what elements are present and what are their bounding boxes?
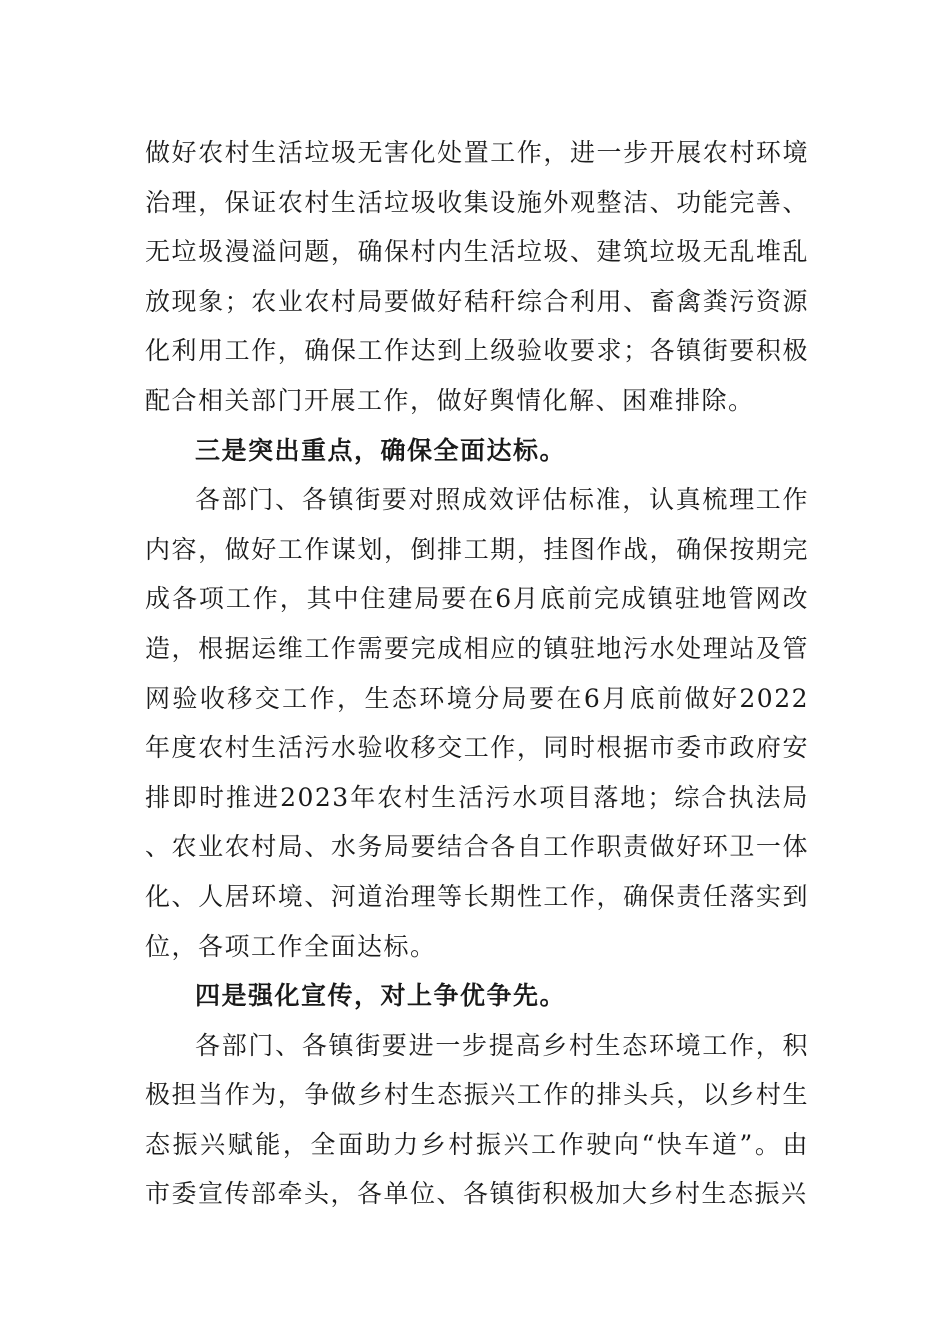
section-heading-four: 四是强化宣传，对上争优争先。 — [195, 981, 567, 1011]
paragraph-section-four: 各部门、各镇街要进一步提高乡村生态环境工作，积极担当作为，争做乡村生态振兴工作的排头兵，以乡村生态振兴赋能，全面助力乡村振兴工作驶向“快车道”。由市委宣传部牵头，各单位、各镇街积极加大乡村生态振兴 — [145, 1030, 809, 1209]
section-heading-three: 三是突出重点，确保全面达标。 — [195, 435, 567, 465]
paragraph-section-three: 各部门、各镇街要对照成效评估标准，认真梳理工作内容，做好工作谋划，倒排工期，挂图作战，确保按期完成各项工作，其中住建局要在6月底前完成镇驻地管网改造，根据运维工作需要完成相应的镇驻地污水处理站及管网验收移交工作，生态环境分局要在6月底前做好2022年度农村生活污水验收移交工作，同时根据市委市政府安排即时推进2023年农村生活污水项目落地；综合执法局、农业农村局、水务局要结合各自工作职责做好环卫一体化、人居环境、河道治理等长期性工作，确保责任落实到位，各项工作全面达标。 — [145, 485, 809, 961]
document-page — [145, 128, 809, 1219]
paragraph-continuation: 做好农村生活垃圾无害化处置工作，进一步开展农村环境治理，保证农村生活垃圾收集设施外观整洁、功能完善、无垃圾漫溢问题，确保村内生活垃圾、建筑垃圾无乱堆乱放现象；农业农村局要做好秸秆综合利用、畜禽粪污资源化利用工作，确保工作达到上级验收要求；各镇街要积极配合相关部门开展工作，做好舆情化解、困难排除。 — [145, 138, 809, 415]
